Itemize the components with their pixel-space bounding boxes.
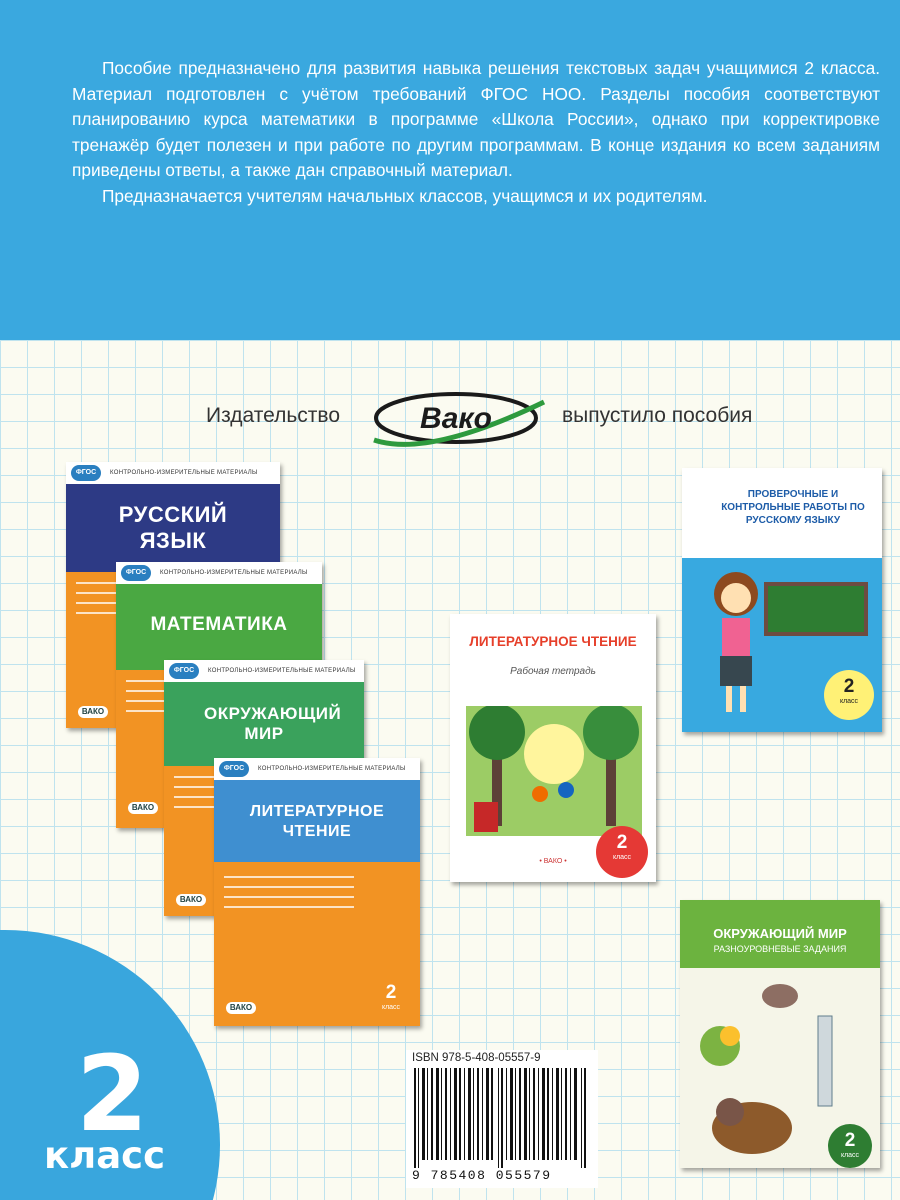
- book-title: МАТЕМАТИКА: [150, 614, 288, 635]
- vako-logo-text: Вако: [420, 402, 492, 435]
- isbn-label: ISBN 978-5-408-05557-9: [412, 1052, 541, 1064]
- fgos-badge: ФГОС: [219, 761, 249, 777]
- grade-number: 2: [76, 1033, 149, 1155]
- publisher-suffix: выпустило пособия: [562, 404, 753, 427]
- annotation-paragraph-1: Пособие предназначено для развития навыка решения текстовых задач учащимися 2 класса. Материал подготовлен с учётом требований ФГОС НОО. Разделы пособия соответствуют планированию курса математики в программе «Школа России», однако при корректировке тренажёр будет полезен и при работе по другим программам. В конце издания ко всем заданиям приведены ответы, а также дан справочный материал.: [72, 58, 880, 180]
- isbn-barcode: [406, 1050, 598, 1188]
- book-header: КОНТРОЛЬНО-ИЗМЕРИТЕЛЬНЫЕ МАТЕРИАЛЫ: [214, 758, 420, 780]
- grade-badge: 2 класс: [824, 670, 874, 720]
- vako-badge: ВАКО: [78, 706, 108, 718]
- book-subtitle: РАЗНОУРОВНЕВЫЕ ЗАДАНИЯ: [713, 944, 847, 954]
- book-literary-workbook: [450, 614, 656, 882]
- book-header: КОНТРОЛЬНО-ИЗМЕРИТЕЛЬНЫЕ МАТЕРИАЛЫ: [66, 462, 280, 484]
- book-publisher: • ВАКО •: [539, 858, 567, 865]
- vako-logo-icon: [368, 388, 548, 456]
- forest-illustration-icon: [466, 706, 642, 836]
- book-title: РУССКИЙ ЯЗЫК: [118, 502, 228, 553]
- publisher-prefix: Издательство: [206, 404, 341, 427]
- grade-badge: 2 класс: [828, 1124, 872, 1168]
- book-header: КОНТРОЛЬНО-ИЗМЕРИТЕЛЬНЫЕ МАТЕРИАЛЫ: [116, 562, 322, 584]
- fgos-badge: ФГОС: [71, 465, 101, 481]
- grade-word: класс: [44, 1134, 166, 1177]
- book-header: КОНТРОЛЬНО-ИЗМЕРИТЕЛЬНЫЕ МАТЕРИАЛЫ: [164, 660, 364, 682]
- publisher-line: [0, 388, 900, 458]
- book-title: ОКРУЖАЮЩИЙ МИР: [204, 704, 342, 743]
- book-literary-reading: [214, 758, 420, 1026]
- barcode-digits: 9 785408 055579: [412, 1168, 552, 1183]
- grade-badge: 2 класс: [596, 826, 648, 878]
- book-title: ОКРУЖАЮЩИЙ МИР: [713, 926, 847, 941]
- barcode-icon: [414, 1068, 590, 1168]
- book-world-tasks: [680, 900, 880, 1168]
- annotation-paragraph-2: Предназначается учителям начальных классов, учащимся и их родителям.: [102, 185, 708, 206]
- book-subtitle: Рабочая тетрадь: [510, 666, 596, 677]
- fgos-badge: ФГОС: [121, 565, 151, 581]
- book-title: ЛИТЕРАТУРНОЕ ЧТЕНИЕ: [249, 803, 385, 840]
- annotation-text: [72, 56, 880, 209]
- book-title: ПРОВЕРОЧНЫЕ И КОНТРОЛЬНЫЕ РАБОТЫ ПО РУССКОМУ ЯЗЫКУ: [721, 489, 865, 526]
- book-title: ЛИТЕРАТУРНОЕ ЧТЕНИЕ: [469, 634, 637, 649]
- grade-badge: 2 класс: [381, 982, 401, 1011]
- fgos-badge: ФГОС: [169, 663, 199, 679]
- vako-badge: ВАКО: [128, 802, 158, 814]
- book-russian-tests: [682, 468, 882, 732]
- annotation-panel: [0, 0, 900, 340]
- vako-badge: ВАКО: [176, 894, 206, 906]
- vako-badge: ВАКО: [226, 1002, 256, 1014]
